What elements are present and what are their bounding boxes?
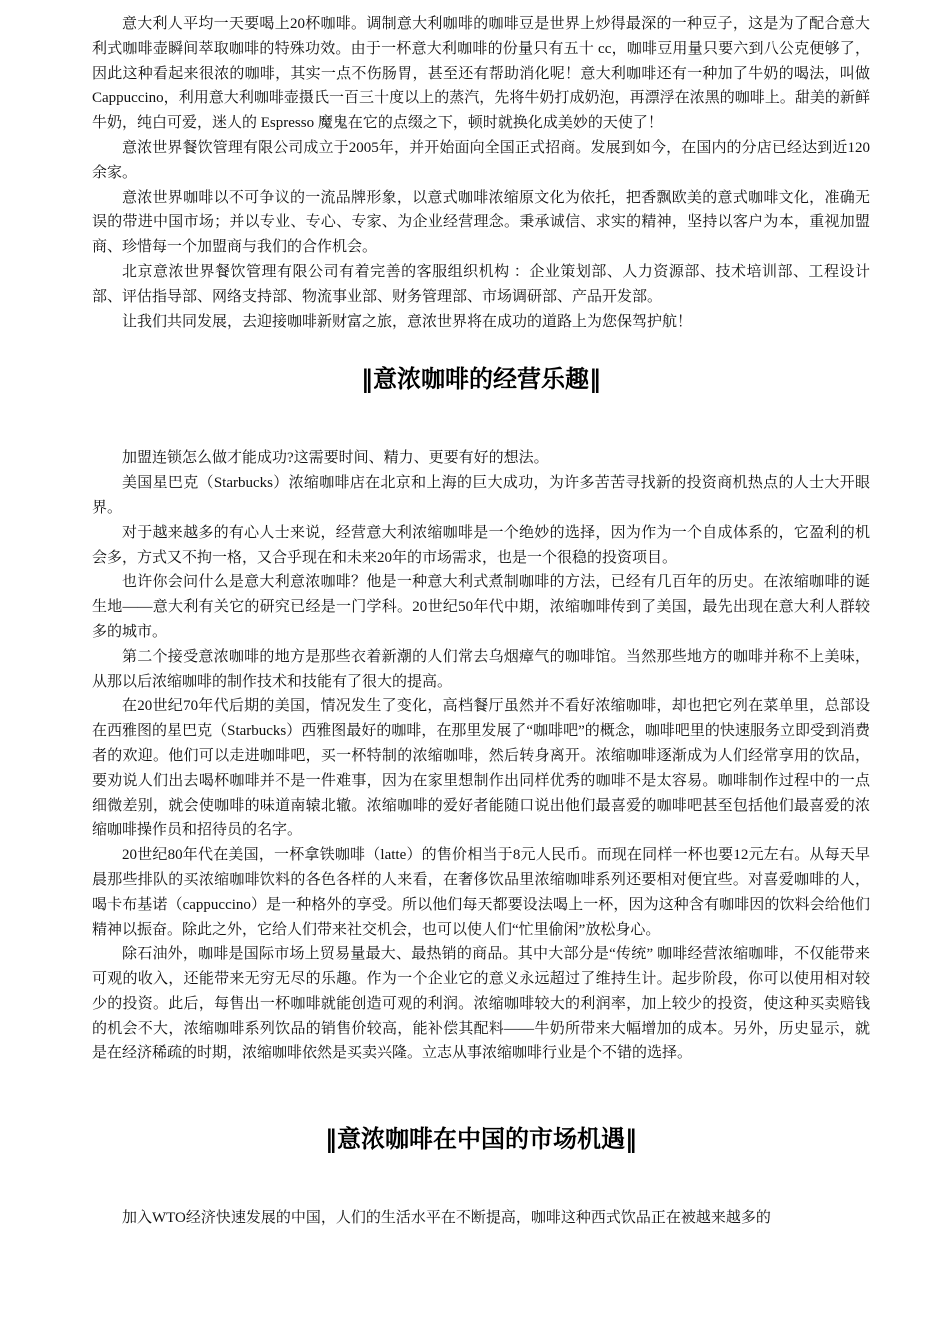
business-fun-section	[92, 446, 870, 1066]
paragraph: 意浓世界餐饮管理有限公司成立于2005年，并开始面向全国正式招商。发展到如今，在国内的分店已经达到近120余家。	[92, 139, 870, 181]
paragraph: 也许你会问什么是意大利意浓咖啡？他是一种意大利式煮制咖啡的方法，已经有几百年的历史。在浓缩咖啡的诞生地——意大利有关它的研究已经是一门学科。20世纪50年代中期，浓缩咖啡传到了美国，最先出现在意大利人群较多的城市。	[92, 574, 870, 640]
intro-section	[92, 12, 870, 334]
paragraph: 意浓世界咖啡以不可争议的一流品牌形象，以意式咖啡浓缩原文化为依托，把香飘欧美的意式咖啡文化，准确无误的带进中国市场；并以专业、专心、专家、为企业经营理念。秉承诚信、求实的精神，坚持以客户为本，重视加盟商、珍惜每一个加盟商与我们的合作机会。	[92, 189, 870, 256]
paragraph: 意大利人平均一天要喝上20杯咖啡。调制意大利咖啡的咖啡豆是世界上炒得最深的一种豆子，这是为了配合意大利式咖啡壶瞬间萃取咖啡的特殊功效。由于一杯意大利咖啡的份量只有五十 cc，咖啡豆用量只要六到八公克便够了，因此这种看起来很浓的咖啡，其实一点不伤肠胃，甚至还有帮助消化呢！意大利咖啡还有一种加了牛奶的喝法，叫做 Cappuccino，利用意大利咖啡壶摄氏一百三十度以上的蒸汽，先将牛奶打成奶泡，再漂浮在浓黑的咖啡上。甜美的新鲜牛奶，纯白可爱，迷人的 Espresso 魔鬼在它的点缀之下，顿时就换化成美妙的天使了！	[92, 16, 870, 132]
paragraph: 加入WTO经济快速发展的中国，人们的生活水平在不断提高，咖啡这种西式饮品正在被越来越多的	[122, 1210, 771, 1227]
document-page	[92, 12, 870, 1231]
paragraph: 除石油外，咖啡是国际市场上贸易量最大、最热销的商品。其中大部分是“传统” 咖啡经营浓缩咖啡，不仅能带来可观的收入，还能带来无穷无尽的乐趣。作为一个企业它的意义永远超过了维持生计。起步阶段，你可以使用相对较少的投资。此后，每售出一杯咖啡就能创造可观的利润。浓缩咖啡较大的利润率，加上较少的投资，使这种买卖赔钱的机会不大，浓缩咖啡系列饮品的销售价较高，能补偿其配料——牛奶所带来大幅增加的成本。另外，历史显示，就是在经济稀疏的时期，浓缩咖啡依然是买卖兴隆。立志从事浓缩咖啡行业是个不错的选择。	[92, 946, 870, 1062]
paragraph: 对于越来越多的有心人士来说，经营意大利浓缩咖啡是一个绝妙的选择，因为作为一个自成体系的，它盈利的机会多，方式又不拘一格，又合乎现在和未来20年的市场需求，也是一个很稳的投资项目。	[92, 524, 870, 566]
section-title-business-fun: ‖意浓咖啡的经营乐趣‖	[361, 364, 601, 394]
section-title-china-market: ‖意浓咖啡在中国的市场机遇‖	[325, 1124, 637, 1154]
paragraph: 让我们共同发展，去迎接咖啡新财富之旅，意浓世界将在成功的道路上为您保驾护航！	[122, 313, 693, 330]
paragraph: 20世纪80年代在美国，一杯拿铁咖啡（latte）的售价相当于8元人民币。而现在同样一杯也要12元左右。从每天早晨那些排队的买浓缩咖啡饮料的各色各样的人来看，在奢侈饮品里浓缩咖啡系列还要相对便宜些。对喜爱咖啡的人，喝卡布基诺（cappuccino）是一种格外的享受。所以他们每天都要设法喝上一杯，因为这种含有咖啡因的饮料会给他们精神以振奋。除此之外，它给人们带来社交机会，也可以使人们“忙里偷闲”放松身心。	[92, 847, 870, 938]
paragraph: 美国星巴克（Starbucks）浓缩咖啡店在北京和上海的巨大成功，为许多苦苦寻找新的投资商机热点的人士大开眼界。	[92, 475, 870, 516]
china-market-section	[92, 1206, 870, 1231]
paragraph: 北京意浓世界餐饮管理有限公司有着完善的客服组织机构 ：企业策划部、人力资源部、技术培训部、工程设计部、评估指导部、网络支持部、物流事业部、财务管理部、市场调研部、产品开发部。	[92, 263, 870, 305]
paragraph: 在20世纪70年代后期的美国，情况发生了变化，高档餐厅虽然并不看好浓缩咖啡，却也把它列在菜单里，总部设在西雅图的星巴克（Starbucks）西雅图最好的咖啡，在那里发展了“咖啡吧”的概念，咖啡吧里的快速服务立即受到消费者的欢迎。他们可以走进咖啡吧，买一杯特制的浓缩咖啡，然后转身离开。浓缩咖啡逐渐成为人们经常享用的饮品，要劝说人们出去喝杯咖啡并不是一件难事，因为在家里想制作出同样优秀的咖啡不是太容易。咖啡制作过程中的一点细微差别，就会使咖啡的味道南辕北辙。浓缩咖啡的爱好者能随口说出他们最喜爱的咖啡吧甚至包括他们最喜爱的浓缩咖啡操作员和招待员的名字。	[92, 698, 870, 839]
paragraph: 第二个接受意浓咖啡的地方是那些衣着新潮的人们常去乌烟瘴气的咖啡馆。当然那些地方的咖啡并称不上美味，从那以后浓缩咖啡的制作技术和技能有了很大的提高。	[92, 648, 870, 690]
paragraph: 加盟连锁怎么做才能成功?这需要时间、精力、更要有好的想法。	[122, 450, 549, 467]
